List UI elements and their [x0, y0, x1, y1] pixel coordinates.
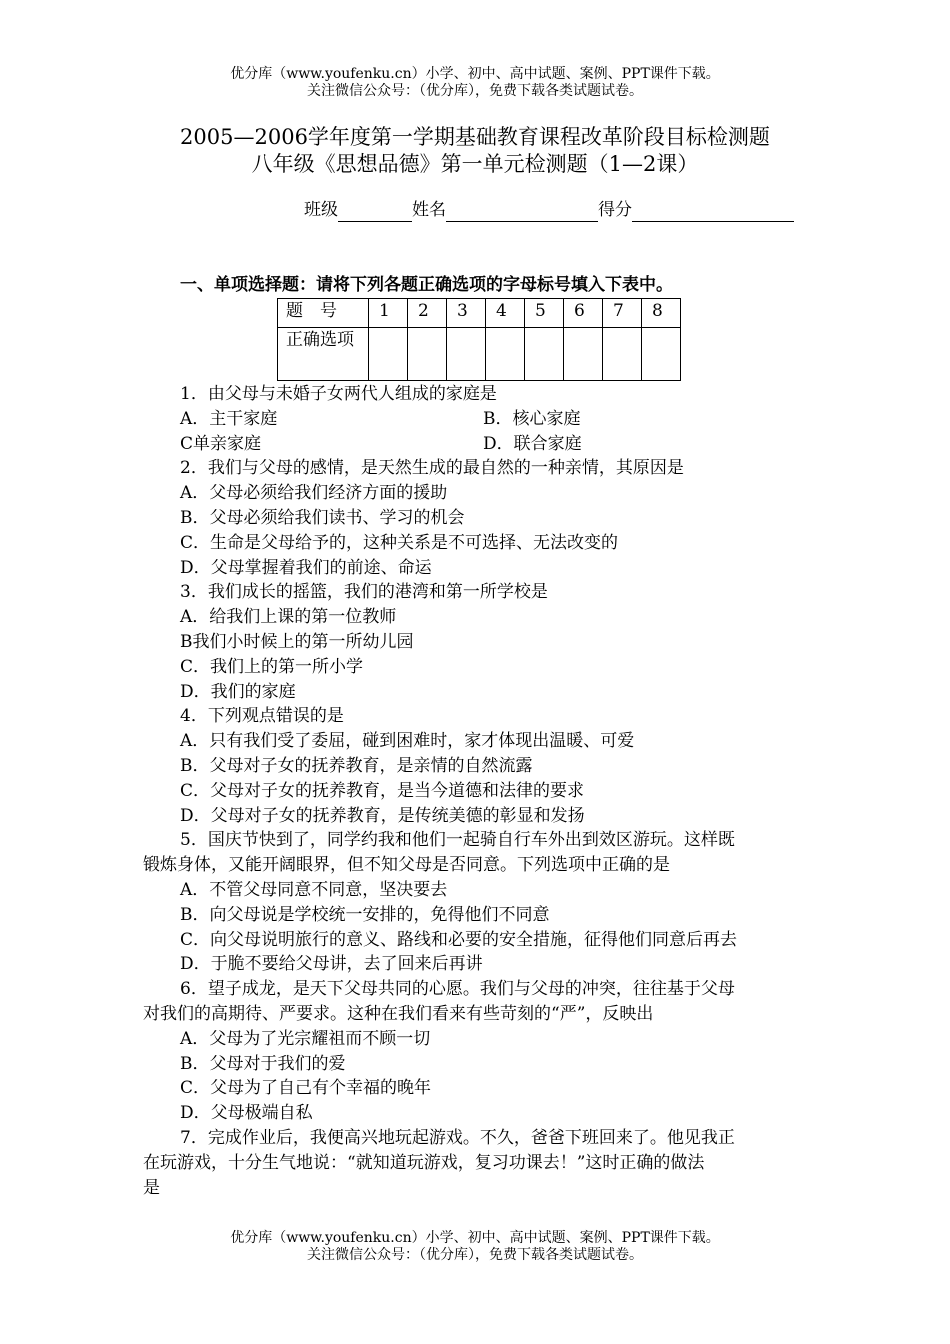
question-7-stem-line-2: 在玩游戏，十分生气地说：“就知道玩游戏，复习功课去！”这时正确的做法 [143, 1152, 705, 1173]
section-heading: 一、单项选择题：请将下列各题正确选项的字母标号填入下表中。 [180, 275, 673, 295]
page-header [0, 66, 950, 100]
class-label: 班级 [304, 200, 338, 220]
question-5-stem-line-2: 锻炼身体，又能开阔眼界，但不知父母是否同意。下列选项中正确的是 [143, 855, 670, 876]
question-4-option-b: B．父母对子女的抚养教育，是亲情的自然流露 [180, 755, 533, 776]
question-6-option-b: B．父母对于我们的爱 [180, 1053, 346, 1074]
question-3-option-c: C．我们上的第一所小学 [180, 656, 364, 677]
question-3-stem: 3．我们成长的摇篮，我们的港湾和第一所学校是 [180, 582, 548, 603]
answer-cell[interactable] [642, 328, 681, 381]
question-3-option-d: D．我们的家庭 [180, 681, 296, 702]
question-2-option-a: A．父母必须给我们经济方面的援助 [180, 483, 448, 504]
score-label: 得分 [598, 200, 632, 220]
question-1-option-c: C单亲家庭 [180, 433, 262, 454]
class-blank[interactable] [338, 203, 412, 222]
question-1-options-cd [143, 432, 813, 457]
answer-table-header-row [278, 299, 681, 328]
score-blank[interactable] [632, 203, 794, 222]
question-7-stem-line-3: 是 [143, 1177, 160, 1198]
question-number-cell: 4 [486, 299, 525, 328]
question-6-option-c: C．父母为了自己有个幸福的晚年 [180, 1078, 432, 1099]
exam-title-line-1: 2005—2006学年度第一学期基础教育课程改革阶段目标检测题 [180, 125, 770, 149]
answer-cell[interactable] [525, 328, 564, 381]
question-number-cell: 2 [408, 299, 447, 328]
question-list [143, 382, 813, 1200]
footer-line-1: 优分库（www.youfenku.cn）小学、初中、高中试题、案例、PPT课件下载。 [230, 1230, 720, 1246]
question-6-option-d: D．父母极端自私 [180, 1103, 313, 1124]
answer-cell[interactable] [564, 328, 603, 381]
answer-cell[interactable] [486, 328, 525, 381]
question-3-option-a: A．给我们上课的第一位教师 [180, 607, 397, 628]
question-5-option-b: B．向父母说是学校统一安排的，免得他们不同意 [180, 904, 550, 925]
question-2-option-d: D．父母掌握着我们的前途、命运 [180, 557, 432, 578]
question-4-option-c: C．父母对子女的抚养教育，是当今道德和法律的要求 [180, 780, 585, 801]
answer-cell[interactable] [447, 328, 486, 381]
question-number-cell: 8 [642, 299, 681, 328]
question-1-option-d: D．联合家庭 [483, 433, 582, 454]
question-number-cell: 3 [447, 299, 486, 328]
question-2-stem: 2．我们与父母的感情，是天然生成的最自然的一种亲情，其原因是 [180, 458, 684, 479]
question-1-option-a: A．主干家庭 [180, 408, 278, 429]
question-5-stem-line-1: 5．国庆节快到了，同学约我和他们一起骑自行车外出到效区游玩。这样既 [180, 830, 735, 851]
answer-table [277, 298, 681, 381]
question-number-cell: 1 [369, 299, 408, 328]
answer-cell[interactable] [408, 328, 447, 381]
question-1-options-ab [143, 407, 813, 432]
question-6-option-a: A．父母为了光宗耀祖而不顾一切 [180, 1028, 431, 1049]
question-4-option-a: A．只有我们受了委屈，碰到困难时，家才体现出温暖、可爱 [180, 731, 635, 752]
name-label: 姓名 [412, 200, 446, 220]
question-5-option-c: C．向父母说明旅行的意义、路线和必要的安全措施，征得他们同意后再去 [180, 929, 738, 950]
question-number-cell: 5 [525, 299, 564, 328]
question-2-option-b: B．父母必须给我们读书、学习的机会 [180, 507, 465, 528]
answer-cell[interactable] [603, 328, 642, 381]
question-2-option-c: C．生命是父母给予的，这种关系是不可选择、无法改变的 [180, 532, 619, 553]
student-info-row [304, 198, 794, 222]
question-number-cell: 7 [603, 299, 642, 328]
exam-title-line-2: 八年级《思想品德》第一单元检测题（1—2课） [251, 152, 699, 176]
header-line-1: 优分库（www.youfenku.cn）小学、初中、高中试题、案例、PPT课件下载。 [230, 66, 720, 82]
question-5-option-a: A．不管父母同意不同意，坚决要去 [180, 879, 448, 900]
question-1-stem: 1．由父母与未婚子女两代人组成的家庭是 [180, 384, 497, 404]
question-7-stem-line-1: 7．完成作业后，我便高兴地玩起游戏。不久，爸爸下班回来了。他见我正 [180, 1127, 735, 1148]
question-1-option-b: B．核心家庭 [483, 408, 581, 429]
question-number-label: 题 号 [278, 299, 369, 328]
question-number-cell: 6 [564, 299, 603, 328]
footer-line-2: 关注微信公众号：（优分库），免费下载各类试题试卷。 [307, 1247, 643, 1263]
answer-table-answer-row [278, 328, 681, 381]
answer-cell[interactable] [369, 328, 408, 381]
header-line-2: 关注微信公众号：（优分库），免费下载各类试题试卷。 [307, 83, 643, 99]
question-6-stem-line-2: 对我们的高期待、严要求。这种在我们看来有些苛刻的“严”，反映出 [143, 1003, 654, 1024]
page-footer [0, 1230, 950, 1264]
question-5-option-d: D．于脆不要给父母讲，去了回来后再讲 [180, 954, 483, 975]
name-blank[interactable] [446, 203, 598, 222]
question-4-stem: 4．下列观点错误的是 [180, 706, 344, 727]
correct-option-label: 正确选项 [278, 328, 369, 381]
question-4-option-d: D．父母对子女的抚养教育，是传统美德的彰显和发扬 [180, 805, 585, 826]
question-3-option-b: B我们小时候上的第一所幼儿园 [180, 631, 414, 652]
question-6-stem-line-1: 6．望子成龙，是天下父母共同的心愿。我们与父母的冲突，往往基于父母 [180, 979, 735, 1000]
